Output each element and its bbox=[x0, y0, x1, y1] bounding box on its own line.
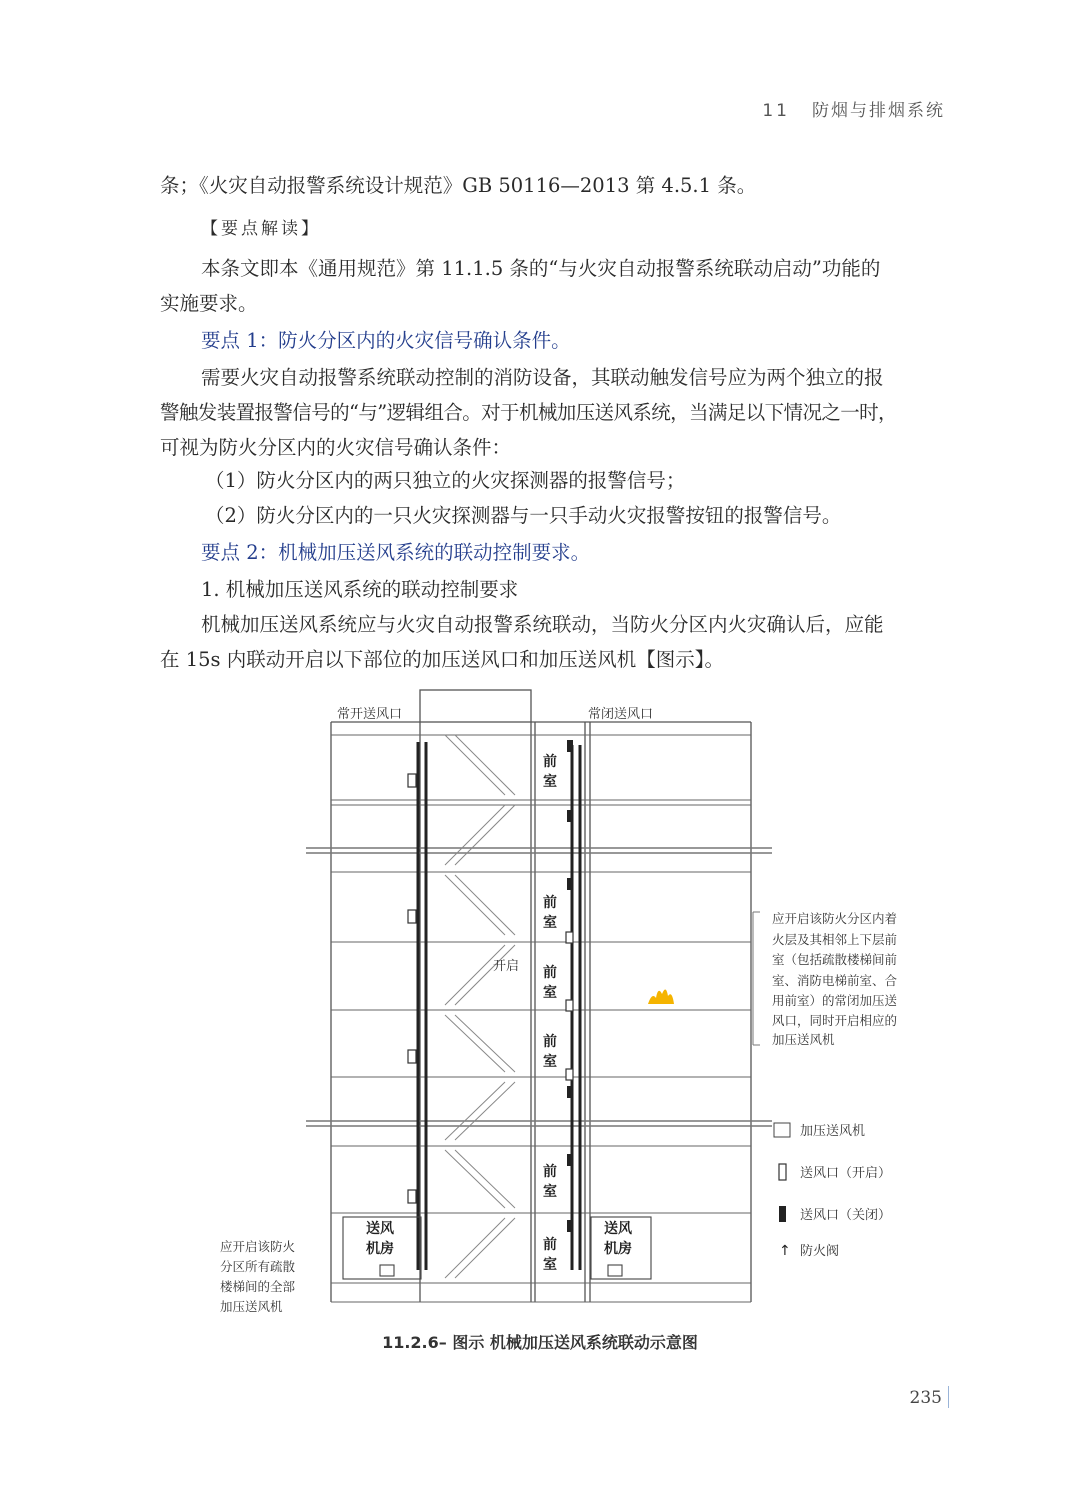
vestibule-label: 前 bbox=[543, 1034, 557, 1050]
vestibule-label: 前 bbox=[543, 895, 557, 911]
vestibule-label: 前 bbox=[543, 754, 557, 770]
page-number: 235 bbox=[909, 1388, 942, 1408]
fan-room-label: 送风 bbox=[604, 1221, 632, 1237]
legend-damper-label: 防火阀 bbox=[800, 1244, 840, 1259]
list-item-2: （2）防火分区内的一只火灾探测器与一只手动火灾报警按钮的报警信号。 bbox=[205, 504, 842, 527]
fan-room-label: 机房 bbox=[604, 1241, 632, 1257]
open-status-label: 开启 bbox=[493, 959, 520, 974]
point2-paragraph-cont: 在 15s 内联动开启以下部位的加压送风口和加压送风机【图示】。 bbox=[160, 648, 724, 671]
legend-outlet-open-label: 送风口（开启） bbox=[800, 1166, 892, 1181]
vestibule-label: 室 bbox=[543, 915, 557, 931]
legend-fan-label: 加压送风机 bbox=[800, 1124, 866, 1139]
right-note-line: 室、消防电梯前室、合 bbox=[772, 973, 898, 988]
right-note-line: 加压送风机 bbox=[772, 1032, 835, 1047]
vestibule-label: 室 bbox=[543, 985, 557, 1001]
vestibule-label: 室 bbox=[543, 1257, 557, 1273]
intro-paragraph-cont: 实施要求。 bbox=[160, 292, 258, 315]
right-note-line: 火层及其相邻上下层前 bbox=[772, 932, 898, 947]
fire-icon bbox=[648, 989, 674, 1004]
left-note-line: 楼梯间的全部 bbox=[220, 1279, 296, 1294]
point1-paragraph-cont: 警触发装置报警信号的“与”逻辑组合。对于机械加压送风系统，当满足以下情况之一时， bbox=[160, 401, 897, 424]
figure-caption: 11.2.6– 图示 机械加压送风系统联动示意图 bbox=[382, 1333, 698, 1352]
vestibule-label: 前 bbox=[543, 1164, 557, 1180]
point2-paragraph: 机械加压送风系统应与火灾自动报警系统联动，当防火分区内火灾确认后，应能 bbox=[201, 613, 884, 636]
fan-room-label: 机房 bbox=[366, 1241, 394, 1257]
pressurization-diagram bbox=[200, 680, 940, 1320]
vestibule-label: 前 bbox=[543, 1237, 557, 1253]
vestibule-label: 室 bbox=[543, 774, 557, 790]
point1-paragraph: 需要火灾自动报警系统联动控制的消防设备，其联动触发信号应为两个独立的报 bbox=[201, 366, 884, 389]
running-header bbox=[762, 96, 945, 121]
legend-outlet-closed-label: 送风口（关闭） bbox=[800, 1208, 892, 1223]
list-item-1: （1）防火分区内的两只独立的火灾探测器的报警信号； bbox=[205, 469, 686, 492]
fan-room-label: 送风 bbox=[366, 1221, 394, 1237]
outlet-open-legend-icon bbox=[779, 1164, 786, 1180]
fan-legend-icon bbox=[774, 1123, 790, 1137]
vestibule-label: 前 bbox=[543, 965, 557, 981]
legend bbox=[774, 1123, 891, 1259]
chapter-number: 11 bbox=[762, 101, 790, 121]
page-number-divider bbox=[948, 1386, 949, 1408]
right-note-line: 风口，同时开启相应的 bbox=[772, 1013, 898, 1028]
damper-legend-icon: ↑ bbox=[779, 1243, 791, 1259]
right-note-line: 应开启该防火分区内着 bbox=[772, 911, 898, 926]
left-note-line: 应开启该防火 bbox=[220, 1239, 296, 1254]
outlet-closed-legend-icon bbox=[779, 1206, 786, 1222]
open-outlet-label: 常开送风口 bbox=[337, 707, 403, 722]
point1-paragraph-cont: 可视为防火分区内的火灾信号确认条件： bbox=[160, 436, 512, 459]
left-note-line: 加压送风机 bbox=[220, 1299, 283, 1314]
left-note-line: 分区所有疏散 bbox=[220, 1259, 296, 1274]
right-note-line: 室（包括疏散楼梯间前 bbox=[772, 952, 898, 967]
right-note-line: 用前室）的常闭加压送 bbox=[772, 993, 898, 1008]
intro-paragraph: 本条文即本《通用规范》第 11.1.5 条的“与火灾自动报警系统联动启动”功能的 bbox=[201, 257, 881, 280]
sub-heading: 1. 机械加压送风系统的联动控制要求 bbox=[201, 578, 519, 601]
point1-heading: 要点 1：防火分区内的火灾信号确认条件。 bbox=[201, 329, 571, 352]
point2-heading: 要点 2：机械加压送风系统的联动控制要求。 bbox=[201, 541, 591, 564]
closed-outlet-label: 常闭送风口 bbox=[588, 707, 654, 722]
chapter-title: 防烟与排烟系统 bbox=[812, 101, 945, 121]
vestibule-label: 室 bbox=[543, 1184, 557, 1200]
vestibule-label: 室 bbox=[543, 1054, 557, 1070]
section-label: 【要点解读】 bbox=[201, 219, 321, 239]
body-line: 条；《火灾自动报警系统设计规范》GB 50116—2013 第 4.5.1 条。 bbox=[160, 174, 757, 197]
